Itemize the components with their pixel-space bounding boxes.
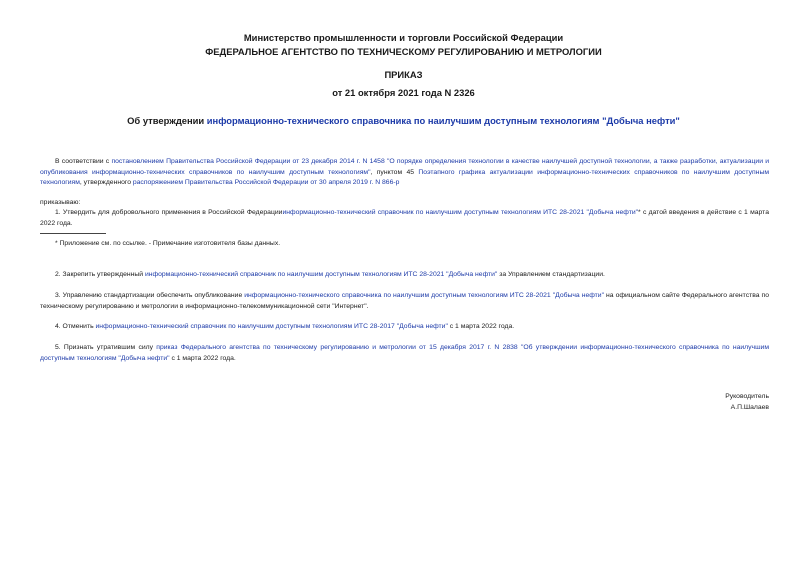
intro-text-3: , утвержденного [79,179,133,187]
document-title [0,115,807,126]
footnote: * Приложение см. по ссылке. - Примечание изготовителя базы данных. [55,240,281,247]
item2-text-1: 2. Закрепить утвержденный [55,271,145,278]
signature-role: Руководитель [725,393,769,400]
item5-text-1: 5. Признать утратившим силу [55,344,157,351]
item-2 [40,270,769,281]
title-prefix: Об утверждении [127,115,207,126]
intro-text-1: В соответствии с [55,158,112,165]
decree-1458-link[interactable]: постановлением Правительства Российской Федерации от 23 декабря 2014 г. N 1458 "О порядке определения технологии в качестве наилучшей доступной технологии, а также разработки, актуализации и опубликования информационно-технических справочников по наилучшим доступным технологиям" [40,158,770,176]
item1-text-2: * с датой введения в действие с 1 марта 2022 года. [40,209,769,227]
item2-text-2: за Управлением стандартизации. [497,271,605,278]
order-866-link[interactable]: распоряжением Правительства Российской Федерации от 30 апреля 2019 г. N 866-р [132,179,400,187]
item3-text-2: на официальном сайте Федерального агентства по техническому регулированию и метрологии в информационно-телекоммуникационной сети "Интернет". [40,292,769,310]
item4-text-1: 4. Отменить [55,323,96,330]
order-word: приказываю: [40,199,81,206]
item3-link[interactable]: информационно-технического справочника по наилучшим доступным технологиям ИТС 28-2021 "Добыча нефти" [244,292,605,299]
ministry-heading: Министерство промышленности и торговли Российской Федерации [243,32,564,43]
item2-link[interactable]: информационно-технический справочник по наилучшим доступным технологиям ИТС 28-2021 "Добыча нефти" [144,271,498,278]
item-5 [40,343,769,364]
item-4 [40,322,769,333]
date-number-heading: от 21 октября 2021 года N 2326 [332,87,475,98]
agency-heading: ФЕДЕРАЛЬНОЕ АГЕНТСТВО ПО ТЕХНИЧЕСКОМУ РЕГУЛИРОВАНИЮ И МЕТРОЛОГИИ [205,46,602,57]
order-2838-link[interactable]: приказ Федерального агентства по техническому регулированию и метрологии от 15 декабря 2017 г. N 2838 "Об утверждении информационно-технического справочника по наилучшим доступным технологиям "Добыча нефти" [40,344,769,362]
footnote-divider [40,233,106,234]
intro-paragraph [40,157,769,189]
its-28-2017-link[interactable]: информационно-технический справочник по наилучшим доступным технологиям ИТС 28-2017 "Добыча нефти" [95,323,448,330]
item3-text-1: 3. Управлению стандартизации обеспечить опубликование [55,292,245,299]
title-link[interactable]: информационно-технического справочника по наилучшим доступным технологиям "Добыча нефти" [206,115,680,126]
item-1 [40,208,769,229]
schedule-link[interactable]: Поэтапного графика актуализации информационно-технических справочников по наилучшим доступным технологиям [40,168,769,187]
item5-text-2: с 1 марта 2022 года. [169,354,236,362]
intro-text-2: , пунктом 45 [370,168,419,176]
item4-text-2: с 1 марта 2022 года. [447,323,515,330]
signature-name: А.П.Шалаев [730,404,769,411]
item1-text-1: 1. Утвердить для добровольного применения в Российской Федерации [55,209,283,216]
doc-type-heading: ПРИКАЗ [384,69,423,80]
item-3 [40,291,769,312]
its-28-2021-link[interactable]: информационно-технический справочник по наилучшим доступным технологиям ИТС 28-2021 "Добыча нефти" [282,209,639,216]
